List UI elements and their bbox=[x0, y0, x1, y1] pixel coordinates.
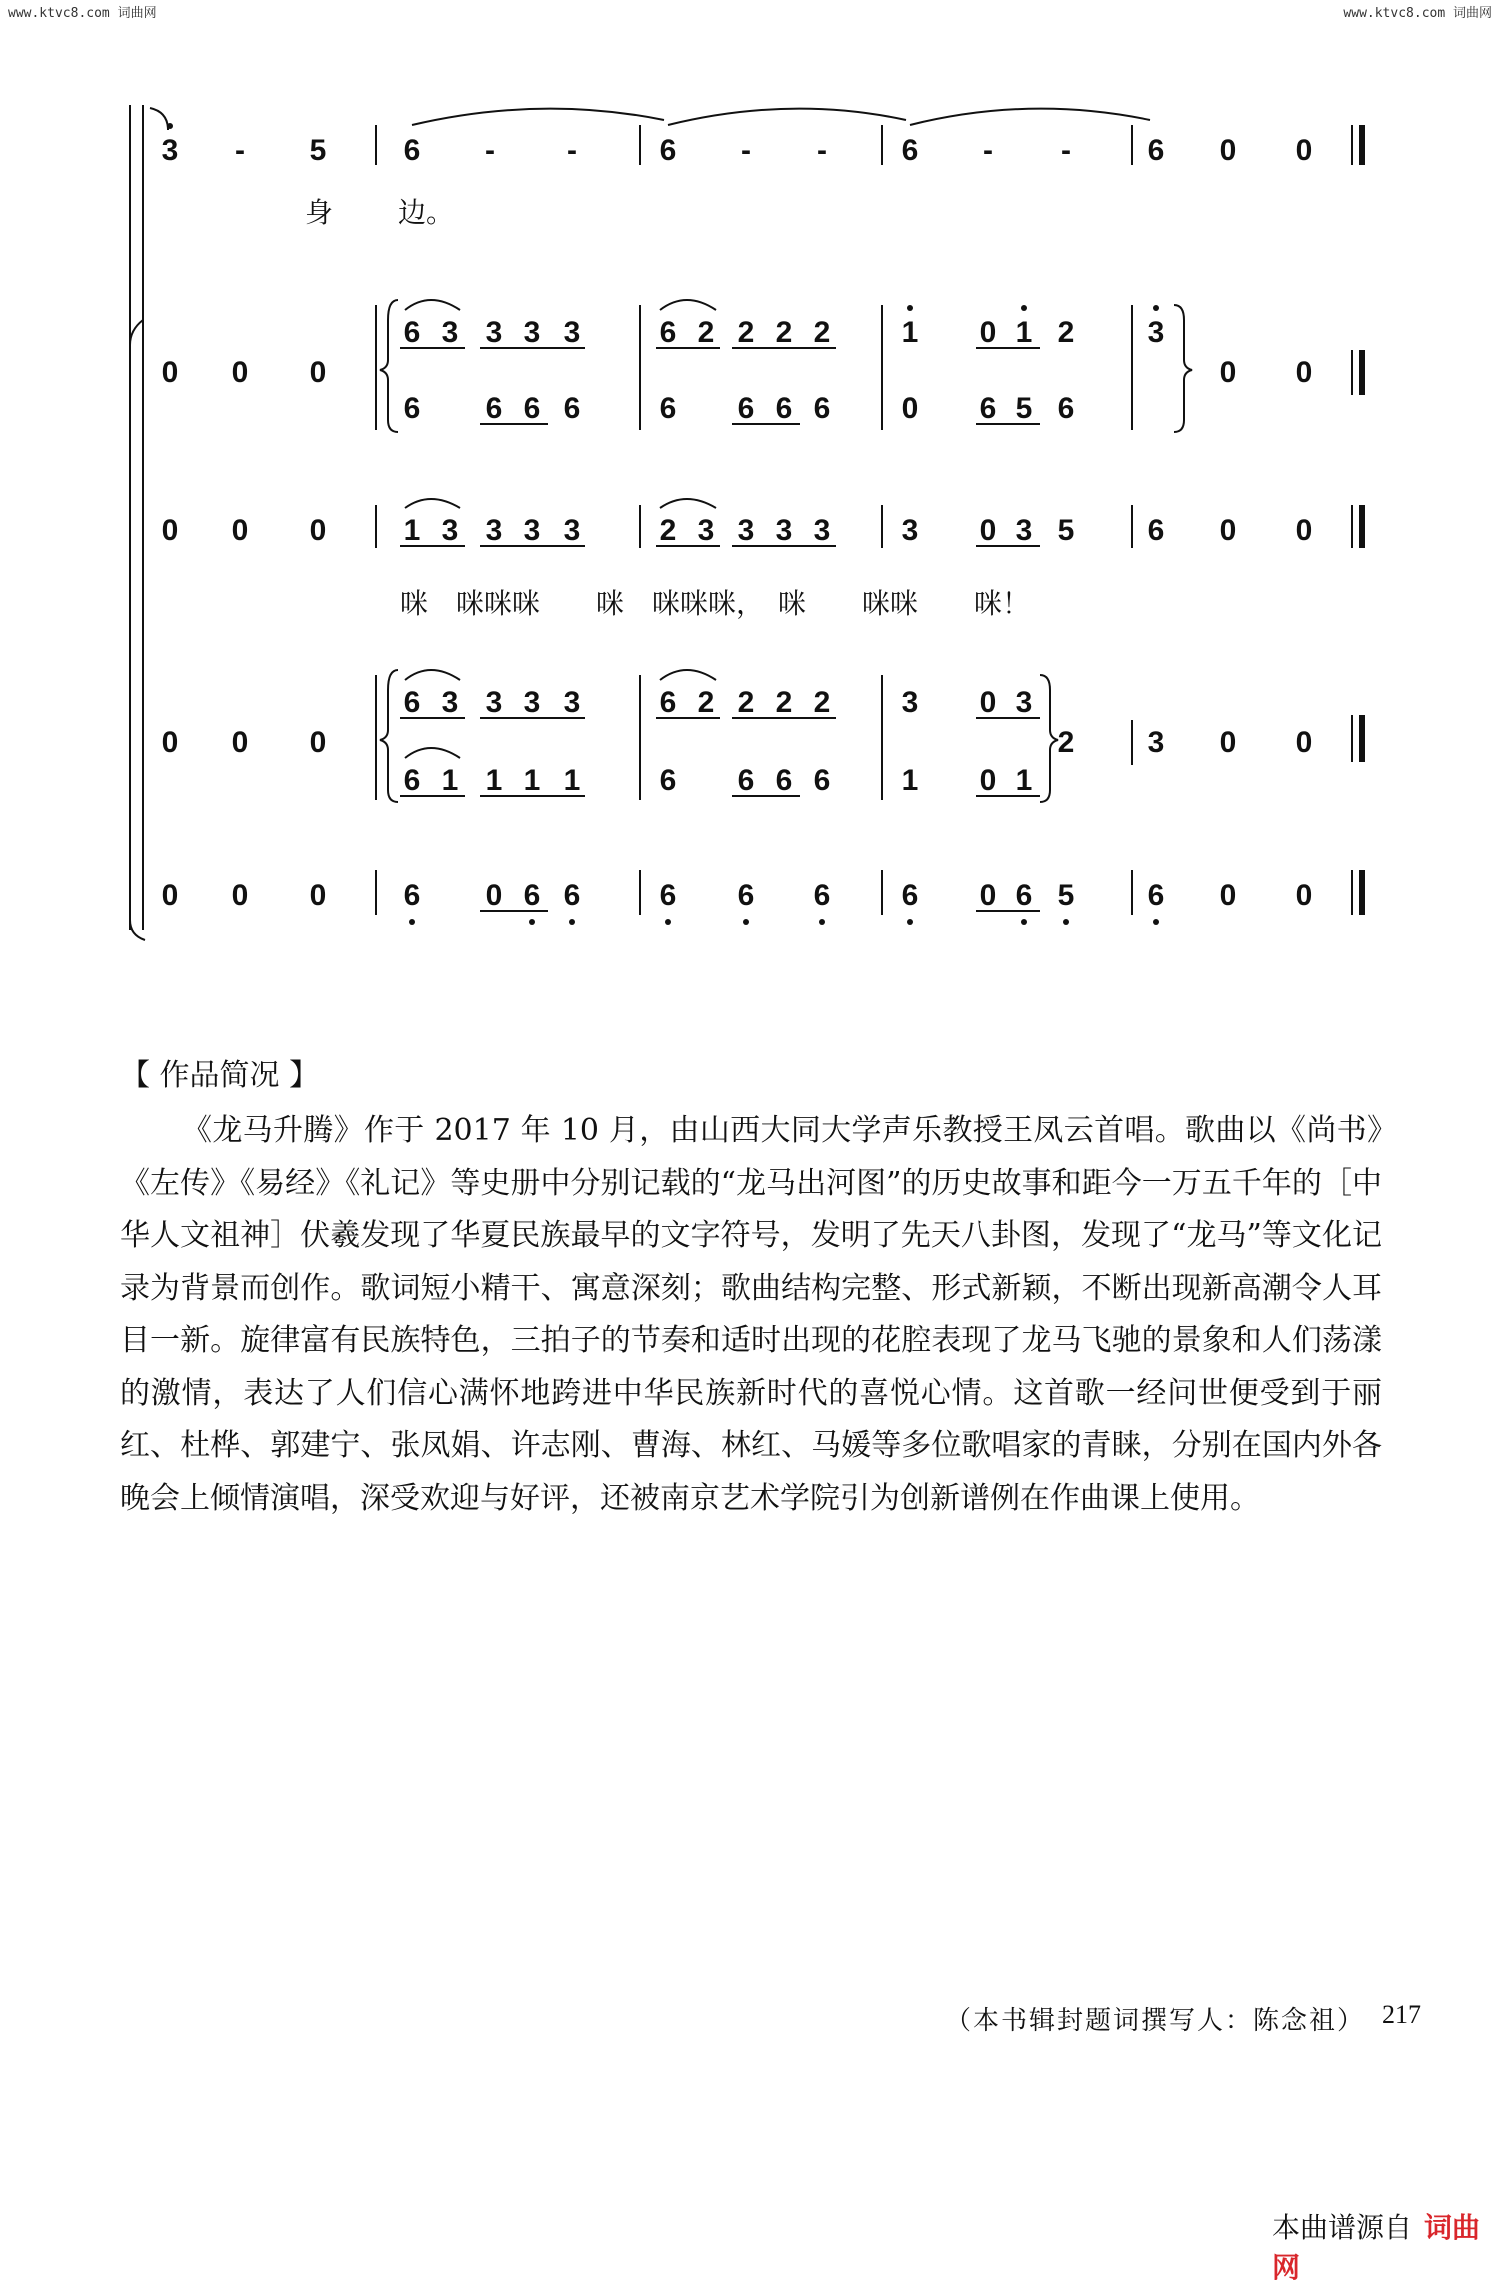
note: 6 bbox=[813, 879, 831, 912]
breath-mark bbox=[150, 108, 168, 130]
note: 2 bbox=[775, 686, 793, 719]
note: 0 bbox=[1295, 879, 1313, 912]
note: 0 bbox=[309, 879, 327, 912]
note: 6 bbox=[659, 134, 677, 167]
note: 2 bbox=[1057, 316, 1075, 349]
note: 6 bbox=[659, 879, 677, 912]
note: 0 bbox=[231, 514, 249, 547]
note: 3 bbox=[697, 514, 715, 547]
note: 0 bbox=[979, 514, 997, 547]
note: 1 bbox=[523, 764, 541, 797]
note: 3 bbox=[737, 514, 755, 547]
note: 6 bbox=[523, 392, 541, 425]
note: 6 bbox=[403, 134, 421, 167]
note: 6 bbox=[775, 392, 793, 425]
footer-note: （本书辑封题词撰写人：陈念祖） bbox=[945, 2006, 1366, 2036]
note: 0 bbox=[1295, 726, 1313, 759]
note: 6 bbox=[659, 686, 677, 719]
note: 3 bbox=[563, 686, 581, 719]
note: 0 bbox=[485, 879, 503, 912]
note: 0 bbox=[979, 686, 997, 719]
note: 0 bbox=[309, 726, 327, 759]
tie bbox=[412, 109, 664, 125]
note: 3 bbox=[813, 514, 831, 547]
note: 6 bbox=[775, 764, 793, 797]
note: 3 bbox=[485, 316, 503, 349]
note: 1 bbox=[1015, 316, 1033, 349]
note: - bbox=[741, 134, 751, 167]
note: 2 bbox=[1057, 726, 1075, 759]
note: 6 bbox=[403, 764, 421, 797]
note: 0 bbox=[1219, 514, 1237, 547]
note: 6 bbox=[659, 764, 677, 797]
note: 3 bbox=[1147, 316, 1165, 349]
source-watermark bbox=[1272, 2206, 1500, 2286]
watermark-label: 本曲谱源自 bbox=[1272, 2211, 1413, 2244]
note: 0 bbox=[161, 879, 179, 912]
note: - bbox=[485, 134, 495, 167]
note: 0 bbox=[309, 356, 327, 389]
lyric-line: 咪 咪咪咪 咪 咪咪咪， 咪 咪咪 咪！ bbox=[400, 587, 1031, 620]
note: 2 bbox=[813, 316, 831, 349]
note: 6 bbox=[563, 392, 581, 425]
note: 6 bbox=[737, 764, 755, 797]
voice5-staff bbox=[162, 870, 1362, 925]
note: 6 bbox=[403, 686, 421, 719]
lyric: 身 bbox=[305, 196, 334, 229]
voice1-staff bbox=[162, 109, 1362, 229]
note: 2 bbox=[697, 686, 715, 719]
note: 6 bbox=[1147, 514, 1165, 547]
note: 3 bbox=[1015, 686, 1033, 719]
note: 6 bbox=[813, 764, 831, 797]
note: 6 bbox=[403, 879, 421, 912]
watermark-brand: 词曲网 bbox=[1272, 2211, 1481, 2284]
note: 0 bbox=[1219, 879, 1237, 912]
note: 6 bbox=[1147, 134, 1165, 167]
note: 6 bbox=[901, 879, 919, 912]
note: 0 bbox=[1219, 134, 1237, 167]
note: - bbox=[983, 134, 993, 167]
note: 6 bbox=[737, 392, 755, 425]
tie bbox=[910, 109, 1150, 125]
note: 2 bbox=[775, 316, 793, 349]
note: 1 bbox=[485, 764, 503, 797]
note: 2 bbox=[697, 316, 715, 349]
note: 0 bbox=[1295, 134, 1313, 167]
note: 0 bbox=[979, 316, 997, 349]
note: 3 bbox=[563, 316, 581, 349]
note: 5 bbox=[1057, 514, 1075, 547]
note: 3 bbox=[441, 514, 459, 547]
note: - bbox=[817, 134, 827, 167]
section-title: 【 作品简况 】 bbox=[120, 1058, 320, 1093]
note: 6 bbox=[737, 879, 755, 912]
note: 0 bbox=[979, 764, 997, 797]
note: 0 bbox=[231, 356, 249, 389]
header-site-right: www.ktvc8.com 词曲网 bbox=[1343, 6, 1492, 21]
voice4-staff bbox=[162, 670, 1362, 802]
note: 1 bbox=[901, 764, 919, 797]
note: 6 bbox=[659, 316, 677, 349]
note: 3 bbox=[441, 686, 459, 719]
note: 5 bbox=[1057, 879, 1075, 912]
body-paragraph: 《龙马升腾》作于 2017 年 10 月，由山西大同大学声乐教授王凤云首唱。歌曲以《尚书》《左传》《易经》《礼记》等史册中分别记载的“龙马出河图”的历史故事和距今一万五千年的［中华人文祖神］伏羲发现了华夏民族最早的文字符号，发明了先天八卦图，发现了“龙马”等文化记录为背景而创作。歌词短小精干、寓意深刻；歌曲结构完整、形式新颖，不断出现新高潮令人耳目一新。旋律富有民族特色，三拍子的节奏和适时出现的花腔表现了龙马飞驰的景象和人们荡漾的激情，表达了人们信心满怀地跨进中华民族新时代的喜悦心情。这首歌一经问世便受到于丽红、杜桦、郭建宁、张凤娟、许志刚、曹海、林红、马媛等多位歌唱家的青睐，分别在国内外各晚会上倾情演唱，深受欢迎与好评，还被南京艺术学院引为创新谱例在作曲课上使用。 bbox=[120, 1113, 1382, 1516]
music-score bbox=[0, 0, 1500, 980]
note: 6 bbox=[813, 392, 831, 425]
note: 5 bbox=[1015, 392, 1033, 425]
note: 3 bbox=[901, 514, 919, 547]
note: 6 bbox=[1015, 879, 1033, 912]
note: 3 bbox=[441, 316, 459, 349]
note: 3 bbox=[523, 316, 541, 349]
note: - bbox=[567, 134, 577, 167]
voice2-staff bbox=[162, 300, 1362, 432]
note: 0 bbox=[979, 879, 997, 912]
note: 6 bbox=[901, 134, 919, 167]
page-number: 217 bbox=[1382, 2000, 1421, 2029]
part-brace bbox=[380, 300, 398, 432]
note: 3 bbox=[901, 686, 919, 719]
note: 0 bbox=[1295, 514, 1313, 547]
note: 3 bbox=[523, 686, 541, 719]
note: 0 bbox=[309, 514, 327, 547]
note: 0 bbox=[231, 726, 249, 759]
note: 0 bbox=[901, 392, 919, 425]
note: 2 bbox=[813, 686, 831, 719]
note: 1 bbox=[403, 514, 421, 547]
note: 6 bbox=[403, 316, 421, 349]
note: 3 bbox=[161, 134, 179, 167]
note: 1 bbox=[1015, 764, 1033, 797]
note: 5 bbox=[309, 134, 327, 167]
note: 6 bbox=[1057, 392, 1075, 425]
note: 0 bbox=[1295, 356, 1313, 389]
note: 3 bbox=[1015, 514, 1033, 547]
note: 3 bbox=[485, 686, 503, 719]
note: 3 bbox=[775, 514, 793, 547]
note: 1 bbox=[563, 764, 581, 797]
note: 6 bbox=[563, 879, 581, 912]
note: 1 bbox=[441, 764, 459, 797]
note: 6 bbox=[659, 392, 677, 425]
note: 3 bbox=[563, 514, 581, 547]
note: 3 bbox=[1147, 726, 1165, 759]
note: 6 bbox=[485, 392, 503, 425]
note: 6 bbox=[403, 392, 421, 425]
note: 0 bbox=[231, 879, 249, 912]
lyric: 边。 bbox=[398, 196, 455, 229]
note: 1 bbox=[901, 316, 919, 349]
note: 3 bbox=[523, 514, 541, 547]
part-brace bbox=[380, 670, 398, 802]
tie bbox=[668, 109, 906, 125]
note: - bbox=[235, 134, 245, 167]
note: 0 bbox=[1219, 356, 1237, 389]
header-site-left: www.ktvc8.com 词曲网 bbox=[8, 6, 157, 21]
note: 2 bbox=[659, 514, 677, 547]
note: 6 bbox=[1147, 879, 1165, 912]
note: 0 bbox=[161, 726, 179, 759]
note: 6 bbox=[979, 392, 997, 425]
note: 2 bbox=[737, 686, 755, 719]
note: 0 bbox=[1219, 726, 1237, 759]
voice3-staff bbox=[162, 499, 1362, 620]
note: 0 bbox=[161, 356, 179, 389]
note: 0 bbox=[161, 514, 179, 547]
note: - bbox=[1061, 134, 1071, 167]
note: 3 bbox=[485, 514, 503, 547]
note: 6 bbox=[523, 879, 541, 912]
note: 2 bbox=[737, 316, 755, 349]
